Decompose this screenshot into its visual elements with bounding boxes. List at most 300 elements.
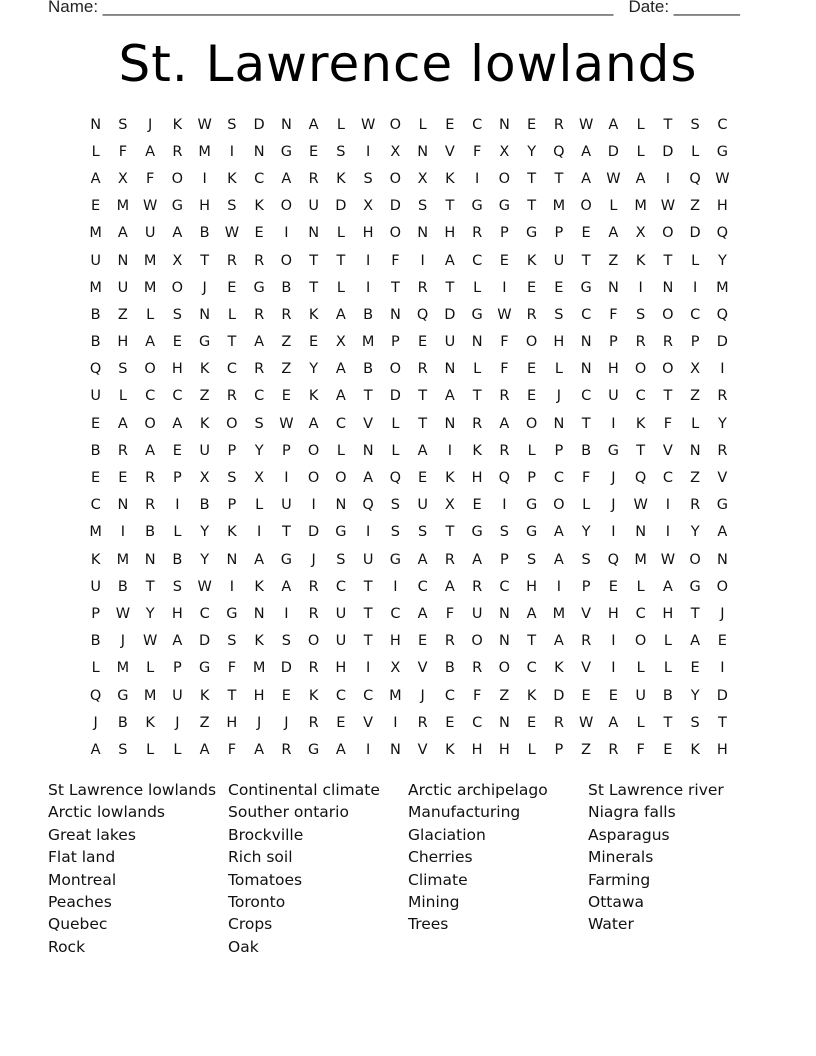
grid-letter: B xyxy=(145,524,156,541)
grid-letter: P xyxy=(173,660,182,677)
grid-letter: H xyxy=(662,605,674,622)
grid-letter: P xyxy=(554,225,564,242)
grid-letter: P xyxy=(91,605,100,622)
grid-letter: E xyxy=(118,470,128,487)
grid-letter: H xyxy=(362,225,374,242)
grid-letter: E xyxy=(581,687,591,704)
grid-row xyxy=(82,519,736,546)
word-column xyxy=(408,779,588,958)
grid-letter: Z xyxy=(499,687,510,704)
word-item: Cherries xyxy=(408,848,473,867)
grid-letter: G xyxy=(280,551,292,568)
word-item: Mining xyxy=(408,893,460,912)
grid-letter: A xyxy=(145,334,156,351)
grid-letter: Y xyxy=(717,415,727,432)
grid-letter: E xyxy=(608,578,618,595)
word-item: Quebec xyxy=(48,915,108,934)
grid-letter: E xyxy=(445,714,455,731)
grid-letter: A xyxy=(472,551,483,568)
grid-row xyxy=(82,165,736,192)
grid-letter: A xyxy=(444,578,455,595)
grid-letter: X xyxy=(390,660,401,677)
grid-letter: Y xyxy=(527,143,537,160)
grid-letter: F xyxy=(581,470,591,487)
grid-letter: X xyxy=(444,497,455,514)
grid-letter: I xyxy=(720,660,725,677)
grid-letter: Z xyxy=(199,714,210,731)
grid-letter: U xyxy=(335,605,347,622)
grid-letter: E xyxy=(309,143,319,160)
grid-letter: C xyxy=(662,470,673,487)
word-item: Peaches xyxy=(48,893,112,912)
grid-letter: K xyxy=(227,170,237,187)
grid-letter: G xyxy=(526,225,538,242)
grid-letter: G xyxy=(526,497,538,514)
grid-letter: X xyxy=(335,334,346,351)
grid-letter: C xyxy=(472,714,483,731)
grid-letter: P xyxy=(227,497,237,514)
word-item: Niagra falls xyxy=(588,803,676,822)
word-item: Souther ontario xyxy=(228,803,349,822)
grid-letter: H xyxy=(607,361,619,378)
word-item: Rock xyxy=(48,937,86,956)
grid-letter: F xyxy=(118,143,128,160)
grid-letter: R xyxy=(145,470,156,487)
grid-letter: R xyxy=(281,741,292,758)
grid-letter: K xyxy=(635,252,646,269)
grid-letter: E xyxy=(91,198,101,215)
grid-letter: T xyxy=(527,633,537,650)
grid-letter: A xyxy=(608,116,619,133)
word-item: Minerals xyxy=(588,848,654,867)
grid-letter: S xyxy=(390,497,400,514)
grid-letter: K xyxy=(145,714,155,731)
grid-letter: L xyxy=(91,660,100,677)
grid-letter: T xyxy=(200,252,210,269)
grid-letter: U xyxy=(335,633,347,650)
grid-letter: Q xyxy=(634,470,647,487)
grid-letter: G xyxy=(498,198,510,215)
grid-letter: T xyxy=(527,170,537,187)
grid-letter: R xyxy=(254,252,265,269)
grid-letter: H xyxy=(389,633,401,650)
grid-letter: L xyxy=(146,306,155,323)
grid-letter: N xyxy=(117,252,129,269)
grid-letter: X xyxy=(199,470,210,487)
grid-letter: U xyxy=(90,252,101,269)
grid-letter: N xyxy=(498,714,510,731)
word-item: Crops xyxy=(228,915,273,934)
grid-letter: N xyxy=(308,225,320,242)
grid-letter: L xyxy=(336,279,345,296)
grid-letter: C xyxy=(526,660,537,677)
grid-letter: T xyxy=(527,198,537,215)
grid-letter: L xyxy=(173,524,182,541)
grid-letter: I xyxy=(611,633,616,650)
grid-letter: R xyxy=(690,497,701,514)
word-item: Tomatoes xyxy=(228,870,303,889)
grid-letter: M xyxy=(634,198,647,215)
grid-letter: F xyxy=(663,415,673,432)
grid-letter: D xyxy=(308,524,320,541)
grid-letter: M xyxy=(89,524,102,541)
grid-letter: C xyxy=(417,578,428,595)
grid-letter: H xyxy=(607,605,619,622)
grid-letter: D xyxy=(253,116,265,133)
grid-letter: I xyxy=(256,524,262,541)
grid-letter: R xyxy=(417,361,428,378)
grid-letter: F xyxy=(391,252,400,269)
grid-letter: L xyxy=(691,143,700,160)
word-item: Climate xyxy=(408,870,468,889)
grid-letter: T xyxy=(554,170,564,187)
grid-letter: H xyxy=(553,334,565,351)
grid-letter: G xyxy=(280,143,292,160)
grid-letter: V xyxy=(363,415,374,432)
grid-letter: G xyxy=(716,497,728,514)
grid-letter: K xyxy=(635,415,646,432)
grid-letter: H xyxy=(171,361,183,378)
grid-letter: W xyxy=(142,198,158,215)
grid-letter: Y xyxy=(309,361,319,378)
grid-letter: T xyxy=(690,605,700,622)
grid-letter: K xyxy=(308,687,319,704)
grid-letter: O xyxy=(716,578,729,595)
grid-letter: C xyxy=(553,470,564,487)
grid-letter: O xyxy=(634,361,647,378)
grid-letter: W xyxy=(360,116,376,133)
grid-letter: A xyxy=(117,225,128,242)
name-line: Name: ______________________________________________________ xyxy=(48,0,614,16)
grid-letter: I xyxy=(284,225,289,242)
grid-letter: A xyxy=(254,551,265,568)
grid-letter: P xyxy=(227,442,237,459)
grid-letter: V xyxy=(417,660,428,677)
grid-letter: R xyxy=(526,306,537,323)
grid-letter: G xyxy=(335,524,347,541)
grid-letter: K xyxy=(526,252,537,269)
grid-letter: O xyxy=(307,442,320,459)
grid-row xyxy=(82,301,736,328)
grid-letter: C xyxy=(335,415,346,432)
grid-letter: E xyxy=(281,687,291,704)
grid-letter: A xyxy=(553,551,564,568)
grid-letter: I xyxy=(365,279,371,296)
grid-letter: Q xyxy=(416,306,429,323)
grid-letter: L xyxy=(691,415,700,432)
grid-letter: P xyxy=(554,741,564,758)
grid-letter: P xyxy=(282,442,291,459)
grid-letter: S xyxy=(499,524,509,541)
grid-letter: K xyxy=(199,361,210,378)
grid-letter: C xyxy=(581,388,592,405)
grid-letter: T xyxy=(663,116,673,133)
grid-letter: F xyxy=(500,334,509,351)
grid-row xyxy=(82,709,736,736)
grid-letter: L xyxy=(636,714,645,731)
grid-letter: L xyxy=(582,497,591,514)
grid-letter: A xyxy=(444,388,455,405)
grid-letter: G xyxy=(471,306,483,323)
grid-letter: S xyxy=(172,578,182,595)
grid-letter: D xyxy=(689,225,701,242)
grid-row xyxy=(82,600,736,627)
grid-letter: T xyxy=(663,714,673,731)
grid-letter: P xyxy=(391,334,400,351)
grid-letter: V xyxy=(581,660,592,677)
grid-letter: S xyxy=(336,551,346,568)
grid-letter: N xyxy=(253,143,265,160)
grid-letter: O xyxy=(689,551,701,568)
grid-letter: E xyxy=(527,714,537,731)
grid-letter: B xyxy=(281,279,292,296)
grid-letter: I xyxy=(365,660,371,677)
grid-letter: S xyxy=(118,361,128,378)
grid-row xyxy=(82,464,736,491)
grid-letter: P xyxy=(500,225,509,242)
grid-letter: E xyxy=(499,252,509,269)
grid-letter: H xyxy=(716,741,728,758)
grid-letter: D xyxy=(607,143,619,160)
grid-letter: R xyxy=(254,306,265,323)
grid-letter: N xyxy=(498,605,510,622)
grid-letter: Q xyxy=(389,470,402,487)
grid-letter: T xyxy=(363,605,373,622)
grid-letter: A xyxy=(417,551,428,568)
grid-letter: O xyxy=(553,497,565,514)
grid-letter: C xyxy=(254,388,265,405)
grid-letter: I xyxy=(420,252,425,269)
grid-letter: L xyxy=(609,198,618,215)
grid-letter: O xyxy=(389,361,402,378)
grid-letter: S xyxy=(254,415,264,432)
grid-letter: T xyxy=(390,279,400,296)
grid-letter: O xyxy=(662,361,674,378)
grid-letter: G xyxy=(117,687,129,704)
grid-letter: C xyxy=(335,578,346,595)
grid-letter: G xyxy=(389,551,401,568)
grid-letter: W xyxy=(142,633,158,650)
grid-letter: N xyxy=(117,497,129,514)
grid-letter: R xyxy=(635,334,646,351)
grid-letter: I xyxy=(120,524,126,541)
grid-letter: G xyxy=(171,198,183,215)
word-item: Farming xyxy=(588,870,651,889)
grid-letter: T xyxy=(309,279,319,296)
grid-letter: P xyxy=(500,551,509,568)
grid-letter: R xyxy=(608,741,619,758)
grid-letter: Y xyxy=(145,605,155,622)
word-column xyxy=(228,779,408,958)
grid-letter: I xyxy=(365,252,371,269)
grid-letter: A xyxy=(635,170,646,187)
grid-letter: R xyxy=(499,442,510,459)
grid-letter: A xyxy=(90,170,101,187)
grid-letter: N xyxy=(444,361,456,378)
grid-letter: X xyxy=(499,143,510,160)
grid-letter: A xyxy=(553,524,564,541)
grid-letter: Q xyxy=(498,470,511,487)
grid-letter: O xyxy=(389,225,402,242)
grid-letter: E xyxy=(254,225,264,242)
grid-letter: S xyxy=(418,524,428,541)
grid-letter: A xyxy=(117,415,128,432)
grid-row xyxy=(82,383,736,410)
grid-letter: J xyxy=(720,605,725,622)
grid-letter: X xyxy=(417,170,428,187)
word-item: Flat land xyxy=(48,848,116,867)
grid-letter: O xyxy=(171,170,184,187)
grid-letter: R xyxy=(444,633,455,650)
grid-row xyxy=(82,736,736,763)
grid-letter: D xyxy=(716,334,728,351)
grid-letter: G xyxy=(471,198,483,215)
grid-letter: I xyxy=(229,143,235,160)
grid-letter: F xyxy=(227,741,237,758)
grid-letter: H xyxy=(117,334,129,351)
grid-letter: E xyxy=(527,279,537,296)
grid-letter: D xyxy=(444,306,456,323)
grid-letter: S xyxy=(118,741,128,758)
grid-letter: E xyxy=(717,633,727,650)
grid-letter: X xyxy=(390,143,401,160)
grid-letter: W xyxy=(633,497,648,514)
grid-letter: U xyxy=(471,605,483,622)
grid-letter: R xyxy=(662,334,673,351)
grid-letter: T xyxy=(663,388,673,405)
grid-letter: L xyxy=(663,633,672,650)
grid-letter: E xyxy=(527,116,537,133)
grid-letter: N xyxy=(417,143,429,160)
grid-letter: O xyxy=(662,225,674,242)
grid-letter: W xyxy=(224,225,240,242)
word-item: Asparagus xyxy=(588,825,670,844)
grid-letter: S xyxy=(527,551,537,568)
grid-letter: J xyxy=(202,279,207,296)
grid-letter: U xyxy=(362,551,374,568)
grid-letter: D xyxy=(662,143,674,160)
word-item: Montreal xyxy=(48,870,117,889)
grid-letter: F xyxy=(636,741,645,758)
grid-letter: W xyxy=(578,116,594,133)
grid-letter: L xyxy=(391,415,400,432)
grid-letter: F xyxy=(445,605,455,622)
grid-letter: V xyxy=(363,714,374,731)
grid-letter: O xyxy=(280,252,293,269)
grid-row xyxy=(82,247,736,274)
grid-letter: F xyxy=(472,143,482,160)
grid-letter: T xyxy=(636,442,646,459)
grid-letter: O xyxy=(144,415,156,432)
grid-letter: R xyxy=(717,442,728,459)
grid-letter: P xyxy=(527,470,536,487)
grid-letter: R xyxy=(281,306,292,323)
grid-letter: S xyxy=(227,198,237,215)
grid-letter: A xyxy=(526,605,537,622)
grid-letter: F xyxy=(472,687,482,704)
grid-row xyxy=(82,437,736,464)
grid-letter: G xyxy=(607,442,619,459)
grid-row xyxy=(82,573,736,600)
grid-letter: I xyxy=(638,279,643,296)
grid-letter: A xyxy=(608,225,619,242)
grid-letter: Y xyxy=(581,524,591,541)
grid-letter: G xyxy=(253,279,265,296)
grid-letter: A xyxy=(335,741,346,758)
worksheet-header xyxy=(48,0,740,19)
grid-letter: C xyxy=(635,388,646,405)
grid-letter: Q xyxy=(553,143,565,160)
grid-letter: I xyxy=(365,524,371,541)
grid-letter: E xyxy=(172,334,182,351)
grid-letter: O xyxy=(280,198,293,215)
grid-letter: R xyxy=(254,361,265,378)
grid-letter: E xyxy=(581,225,591,242)
grid-letter: O xyxy=(634,633,647,650)
grid-letter: V xyxy=(717,470,728,487)
grid-letter: W xyxy=(197,578,212,595)
grid-row xyxy=(82,410,736,437)
grid-row xyxy=(82,356,736,383)
grid-letter: B xyxy=(117,578,128,595)
grid-letter: I xyxy=(175,497,180,514)
grid-letter: Q xyxy=(607,551,620,568)
grid-letter: E xyxy=(309,334,319,351)
grid-letter: N xyxy=(471,334,483,351)
grid-letter: O xyxy=(389,170,402,187)
grid-letter: S xyxy=(581,551,591,568)
grid-letter: N xyxy=(280,116,292,133)
grid-letter: E xyxy=(281,388,291,405)
grid-letter: M xyxy=(198,143,211,160)
grid-letter: B xyxy=(363,361,374,378)
grid-letter: U xyxy=(281,497,292,514)
grid-letter: C xyxy=(226,361,237,378)
grid-letter: H xyxy=(253,687,265,704)
grid-letter: I xyxy=(556,578,562,595)
grid-letter: M xyxy=(89,225,102,242)
grid-letter: L xyxy=(636,660,645,677)
letter-grid xyxy=(82,111,736,764)
grid-letter: D xyxy=(280,660,292,677)
grid-letter: K xyxy=(690,741,700,758)
grid-letter: A xyxy=(254,741,265,758)
grid-letter: W xyxy=(197,116,212,133)
grid-letter: K xyxy=(227,524,237,541)
grid-letter: B xyxy=(444,660,455,677)
grid-letter: H xyxy=(716,198,728,215)
grid-letter: Y xyxy=(200,524,210,541)
grid-letter: E xyxy=(336,714,346,731)
grid-letter: Z xyxy=(690,198,701,215)
grid-letter: X xyxy=(172,252,183,269)
grid-letter: J xyxy=(611,470,616,487)
grid-letter: P xyxy=(554,442,564,459)
grid-letter: E xyxy=(445,116,455,133)
grid-row xyxy=(82,193,736,220)
grid-letter: U xyxy=(117,279,129,296)
grid-letter: O xyxy=(471,633,483,650)
grid-letter: R xyxy=(499,388,510,405)
grid-letter: D xyxy=(553,687,565,704)
grid-letter: W xyxy=(497,306,512,323)
grid-letter: W xyxy=(660,551,676,568)
grid-letter: L xyxy=(173,741,182,758)
grid-letter: J xyxy=(311,551,316,568)
grid-letter: E xyxy=(554,279,564,296)
word-item: Arctic lowlands xyxy=(48,803,165,822)
grid-letter: L xyxy=(336,442,345,459)
